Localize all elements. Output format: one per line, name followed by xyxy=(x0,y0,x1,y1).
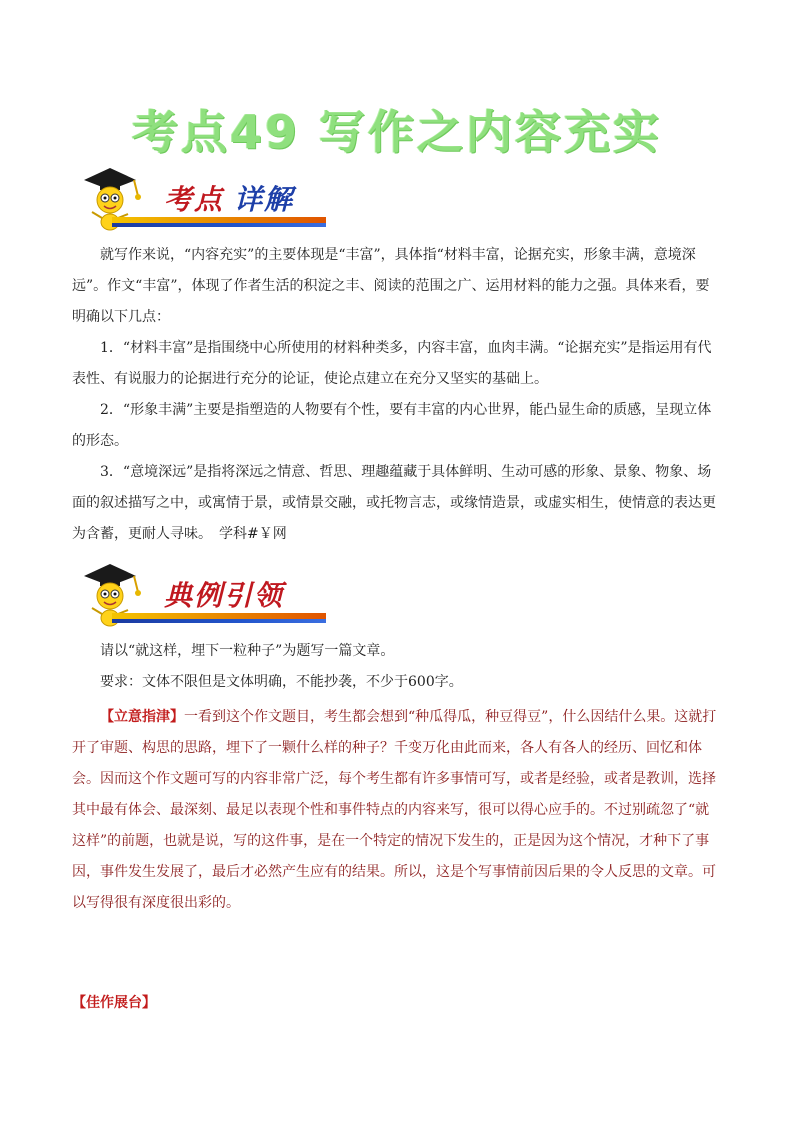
page-title: 考点49 写作之内容充实 xyxy=(131,105,663,159)
section-header-example xyxy=(76,562,316,626)
section-header-detail xyxy=(76,166,316,230)
explain-paragraph: 1．“材料丰富”是指围绕中心所使用的材料种类多，内容丰富，血肉丰满。“论据充实”是指运用有代表性、有说服力的论据进行充分的论证，使论点建立在充分又坚实的基础上。 xyxy=(72,340,712,387)
explain-paragraph: 3．“意境深远”是指将深远之情意、哲思、理趣蕴藏于具体鲜明、生动可感的形象、景象、物象、场面的叙述描写之中，或寓情于景，或情景交融，或托物言志，或缘情造景，或虚实相生，使情意的表达更为含蓄，更耐人寻味。 学科#￥网 xyxy=(72,464,716,542)
guide-text: 一看到这个作文题目，考生都会想到“种瓜得瓜，种豆得豆”，什么因结什么果。这就打开了审题、构思的思路，埋下了一颗什么样的种子？千变万化由此而来，各人有各人的经历、回忆和体会。因而这个作文题可写的内容非常广泛，每个考生都有许多事情可写，或者是经验，或者是教训，选择其中最有体会、最深刻、最足以表现个性和事件特点的内容来写，很可以得心应手的。不过别疏忽了“就这样”的前题，也就是说，写的这件事，是在一个特定的情况下发生的，正是因为这个情况，才种下了事因，事件发生发展了，最后才必然产生应有的结果。所以，这是个写事情前因后果的令人反思的文章。可以写得很有深度很出彩的。 xyxy=(72,709,717,911)
example-text xyxy=(72,636,722,698)
gallery-label: 【佳作展台】 xyxy=(72,995,156,1011)
explain-paragraph: 2．“形象丰满”主要是指塑造的人物要有个性，要有丰富的内心世界，能凸显生命的质感，呈现立体的形态。 xyxy=(72,402,712,449)
explain-paragraph: 就写作来说，“内容充实”的主要体现是“丰富”，具体指“材料丰富，论据充实，形象丰满，意境深远”。作文“丰富”，体现了作者生活的积淀之丰、阅读的范围之广、运用材料的能力之强。具体来看，要明确以下几点： xyxy=(72,247,710,325)
example-prompt: 请以“就这样，埋下一粒种子”为题写一篇文章。 xyxy=(100,643,395,659)
guide-block xyxy=(72,702,722,919)
section-label-detail: 考点 详解 xyxy=(164,183,295,216)
section-label-example: 典例引领 xyxy=(164,579,285,612)
explain-text xyxy=(72,240,722,550)
guide-label: 【立意指津】 xyxy=(100,709,184,725)
example-requirement: 要求：文体不限但是文体明确，不能抄袭，不少于600字。 xyxy=(100,674,463,690)
